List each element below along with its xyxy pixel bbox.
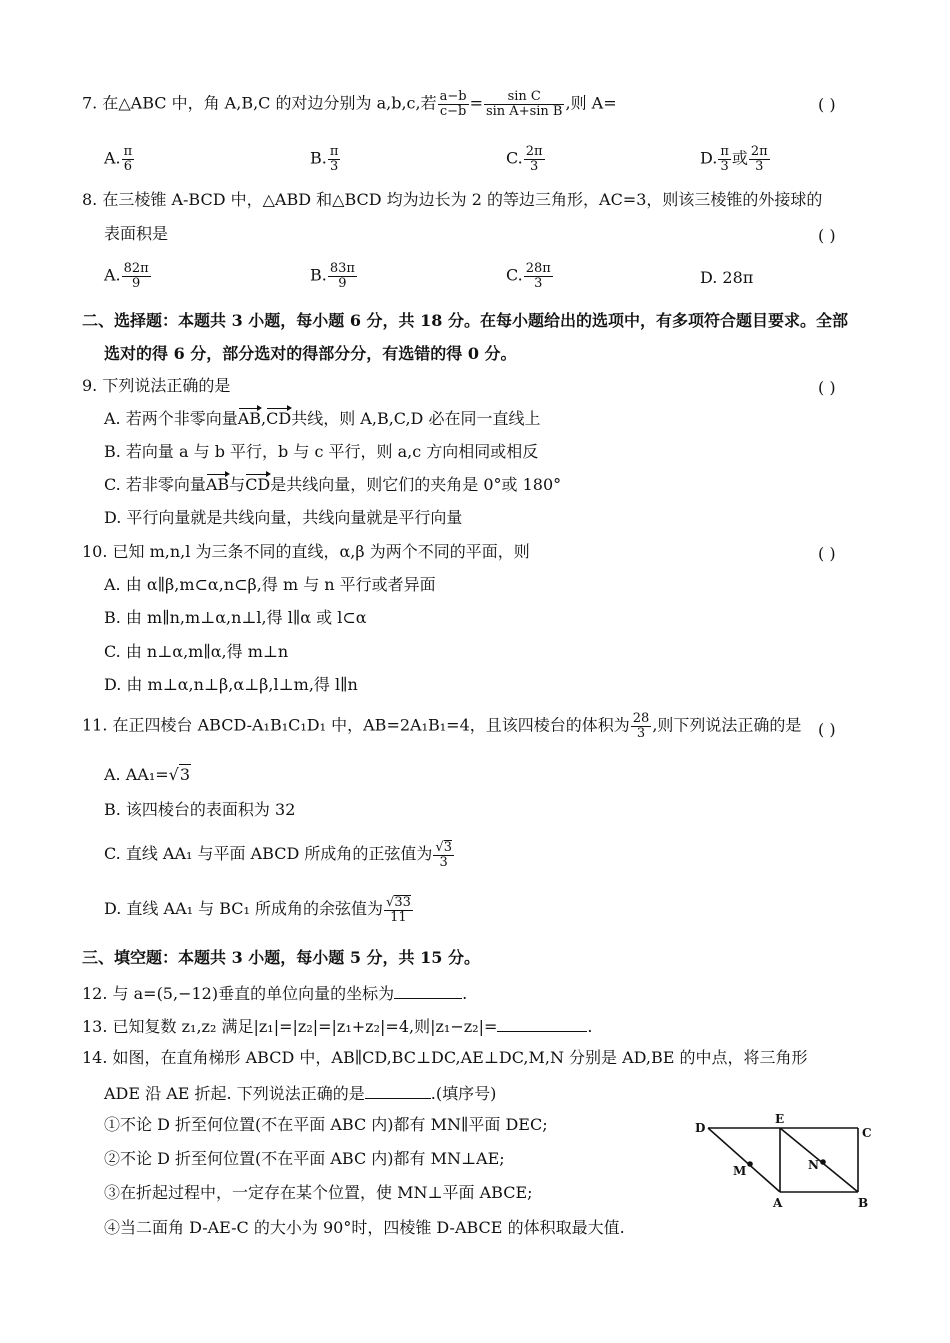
q13-stem: 13. 已知复数 z₁,z₂ 满足|z₁|=|z₂|=|z₁+z₂|=4,则|z₁−z₂|= . — [82, 1017, 593, 1036]
q12-stem: 12. 与 a=(5,−12)垂直的单位向量的坐标为 . — [82, 984, 468, 1003]
q10-option-b: B. 由 m∥n,m⊥α,n⊥l,得 l∥α 或 l⊂α — [104, 608, 367, 627]
q11-option-b: B. 该四棱台的表面积为 32 — [104, 800, 296, 819]
trapezoid-figure — [690, 1110, 890, 1220]
q7-fraction-2: $\frac{\text{sin C}}{\text{sin A+sin B}}$ — [485, 89, 563, 119]
q14-statement-2: ②不论 D 折至何位置(不在平面 ABC 内)都有 MN⊥AE; — [104, 1149, 505, 1168]
q8-answer-paren: ( ) — [818, 226, 836, 245]
q13-answer-blank[interactable] — [497, 1017, 587, 1032]
q9-stem: 9. 下列说法正确的是 — [82, 376, 231, 395]
q14-answer-blank[interactable] — [365, 1084, 431, 1099]
q9-answer-paren: ( ) — [818, 378, 836, 397]
q7-option-a: A. $\frac{\pi}{6}$ — [104, 144, 133, 174]
q9-option-b: B. 若向量 a 与 b 平行，b 与 c 平行，则 a,c 方向相同或相反 — [104, 442, 539, 461]
q11-option-d: D. 直线 AA₁ 与 BC₁ 所成角的余弦值为 $\frac{√33}{11}$ — [104, 895, 411, 925]
q9-option-d: D. 平行向量就是共线向量，共线向量就是平行向量 — [104, 508, 463, 527]
q7-option-d: D. $\frac{\pi}{3}$ 或 $\frac{2\pi}{3}$ — [700, 144, 768, 174]
q14-statement-3: ③在折起过程中，一定存在某个位置，使 MN⊥平面 ABCE; — [104, 1183, 533, 1202]
q8-stem-line2: 表面积是 — [104, 224, 169, 243]
label-N: N — [808, 1158, 819, 1172]
label-C: C — [862, 1126, 872, 1140]
q9-option-a: A. 若两个非零向量AB,CD共线，则 A,B,C,D 必在同一直线上 — [104, 409, 541, 428]
label-M: M — [733, 1164, 747, 1178]
q14-stem-line2: ADE 沿 AE 折起. 下列说法正确的是 .(填序号) — [104, 1084, 497, 1103]
segment-BE — [780, 1128, 858, 1192]
q7-option-b: B. $\frac{\pi}{3}$ — [310, 144, 339, 174]
section-2-heading: 二、选择题：本题共 3 小题，每小题 6 分，共 18 分。在每小题给出的选项中，有多项符合题目要求。全部 — [82, 311, 848, 330]
q8-stem-line1: 8. 在三棱锥 A-BCD 中，△ABD 和△BCD 均为边长为 2 的等边三角形，AC=3，则该三棱锥的外接球的 — [82, 190, 823, 209]
q7-fraction-1: $\frac{a-b}{c-b}$ — [439, 89, 467, 119]
q7-stem: 7. 在△ABC 中，角 A,B,C 的对边分别为 a,b,c,若 $\frac{a-b}{c-b}$ = $\frac{\text{sin C}}{\text{sin A+sin B}}$ ,则 A= — [82, 89, 617, 119]
q10-option-d: D. 由 m⊥α,n⊥β,α⊥β,l⊥m,得 l∥n — [104, 675, 358, 694]
q11-option-c: C. 直线 AA₁ 与平面 ABCD 所成角的正弦值为 $\frac{√3}{3}$ — [104, 840, 452, 870]
point-N — [820, 1159, 826, 1165]
q10-option-c: C. 由 n⊥α,m∥α,得 m⊥n — [104, 642, 289, 661]
q11-answer-paren: ( ) — [818, 720, 836, 739]
q7-answer-paren: ( ) — [818, 95, 836, 114]
q14-statement-1: ①不论 D 折至何位置(不在平面 ABC 内)都有 MN∥平面 DEC; — [104, 1115, 548, 1134]
q11-stem: 11. 在正四棱台 ABCD-A₁B₁C₁D₁ 中，AB=2A₁B₁=4，且该四棱台的体积为 $\frac{28}{3}$ ,则下列说法正确的是 — [82, 711, 802, 741]
q10-option-a: A. 由 α∥β,m⊂α,n⊂β,得 m 与 n 平行或者异面 — [104, 575, 436, 594]
q7-option-c: C. $\frac{2\pi}{3}$ — [506, 144, 543, 174]
q8-option-c: C. $\frac{28\pi}{3}$ — [506, 261, 551, 291]
q8-option-b: B. $\frac{83\pi}{9}$ — [310, 261, 355, 291]
q8-option-d: D. 28π — [700, 268, 754, 287]
q12-answer-blank[interactable] — [394, 984, 462, 999]
section-2-note: 选对的得 6 分，部分选对的得部分分，有选错的得 0 分。 — [104, 344, 517, 363]
q10-stem: 10. 已知 m,n,l 为三条不同的直线，α,β 为两个不同的平面，则 — [82, 542, 530, 561]
label-B: B — [858, 1196, 869, 1210]
q9-option-c: C. 若非零向量AB与CD是共线向量，则它们的夹角是 0°或 180° — [104, 475, 562, 494]
point-M — [747, 1161, 753, 1167]
q14-stem-line1: 14. 如图，在直角梯形 ABCD 中，AB∥CD,BC⊥DC,AE⊥DC,M,N 分别是 AD,BE 的中点，将三角形 — [82, 1048, 808, 1067]
label-E: E — [775, 1112, 785, 1126]
q11-option-a: A. AA₁=√3 — [104, 765, 191, 784]
q14-statement-4: ④当二面角 D-AE-C 的大小为 90°时，四棱锥 D-ABCE 的体积取最大值. — [104, 1218, 625, 1237]
segment-AD — [708, 1128, 780, 1192]
label-A: A — [773, 1196, 783, 1210]
q8-option-a: A. $\frac{82\pi}{9}$ — [104, 261, 149, 291]
label-D: D — [695, 1121, 706, 1135]
q10-answer-paren: ( ) — [818, 544, 836, 563]
section-3-heading: 三、填空题：本题共 3 小题，每小题 5 分，共 15 分。 — [82, 948, 480, 967]
